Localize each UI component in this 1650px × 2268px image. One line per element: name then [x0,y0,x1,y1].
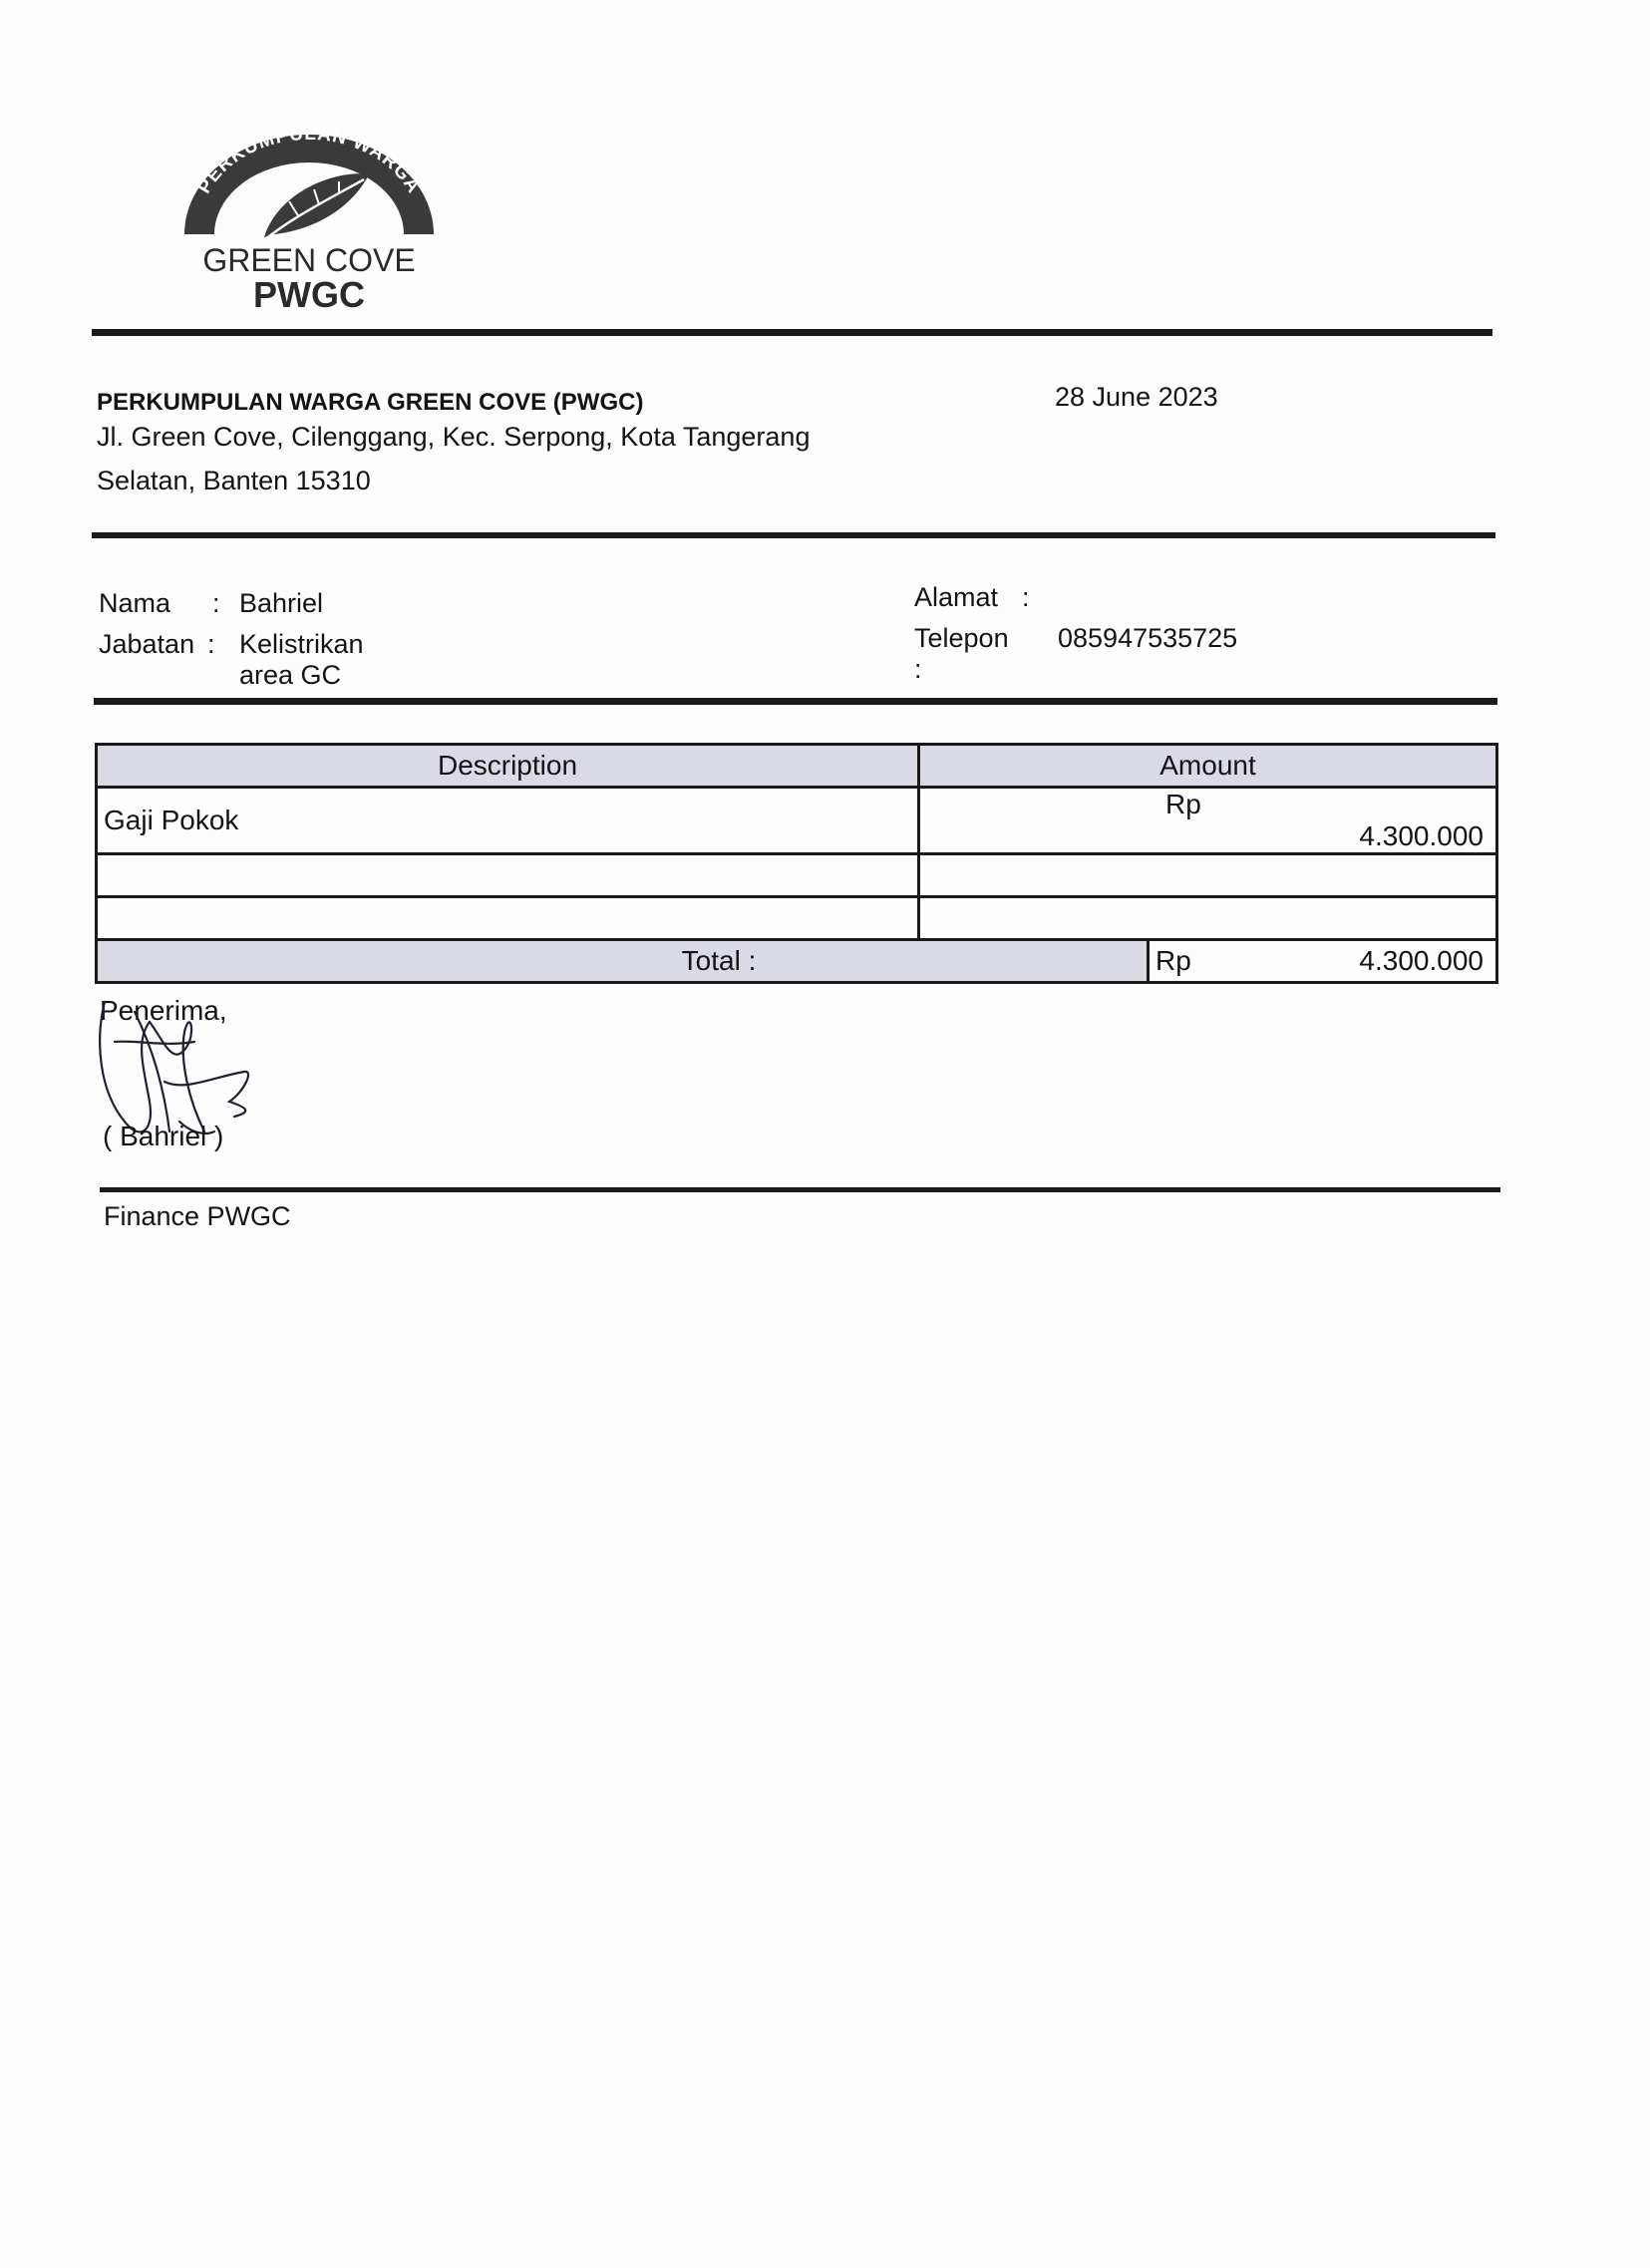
table-row [97,854,1497,897]
footer-divider [100,1187,1500,1192]
finance-label: Finance PWGC [104,1201,291,1231]
signature-label: Penerima, [100,995,227,1026]
table-header-row [97,745,1497,788]
row-amount-cell [919,897,1497,940]
logo-line2: PWGC [253,274,365,315]
row-amount-cell [919,854,1497,897]
jabatan-separator: : [207,629,215,659]
row-amount-cell [919,788,1497,854]
nama-separator: : [212,588,220,618]
header-description: Description [97,745,919,788]
total-currency: Rp [1155,945,1191,976]
jabatan-label: Jabatan [99,629,195,659]
logo-emblem [169,120,449,319]
table-row [97,788,1497,854]
table-row [97,897,1497,940]
telepon-label: Telepon : [914,623,1009,684]
alamat-label: Alamat [914,582,999,612]
header-amount: Amount [919,745,1497,788]
nama-value: Bahriel [239,588,324,618]
section-divider-2 [94,698,1497,705]
row-amount: 4.300.000 [1359,820,1484,851]
row-description [97,897,919,940]
jabatan-value: Kelistrikan area GC [239,629,364,690]
org-address-line1: Jl. Green Cove, Cilenggang, Kec. Serpong, Kota Tangerang [97,422,811,452]
total-amount: 4.300.000 [1359,945,1484,976]
telepon-value: 085947535725 [1058,623,1238,653]
org-name: PERKUMPULAN WARGA GREEN COVE (PWGC) [97,389,644,416]
org-address-line2: Selatan, Banten 15310 [97,466,371,495]
section-divider-1 [92,532,1495,538]
row-description: Gaji Pokok [97,788,919,854]
total-row [97,940,1497,983]
alamat-separator: : [1022,582,1030,612]
logo-arc-text: PERKUMPULAN WARGA [193,123,425,198]
row-currency: Rp [1165,789,1201,819]
header-divider [92,329,1492,336]
signature-name: ( Bahriel ) [103,1121,224,1151]
pwgc-logo [169,120,449,319]
total-amount-cell [1149,940,1497,983]
row-description [97,854,919,897]
document-date: 28 June 2023 [1055,382,1218,412]
total-label: Total : [97,940,1149,983]
logo-line1: GREEN COVE [202,242,416,278]
payment-table [95,743,1498,984]
nama-label: Nama [99,588,171,618]
leaf-icon [259,173,369,244]
